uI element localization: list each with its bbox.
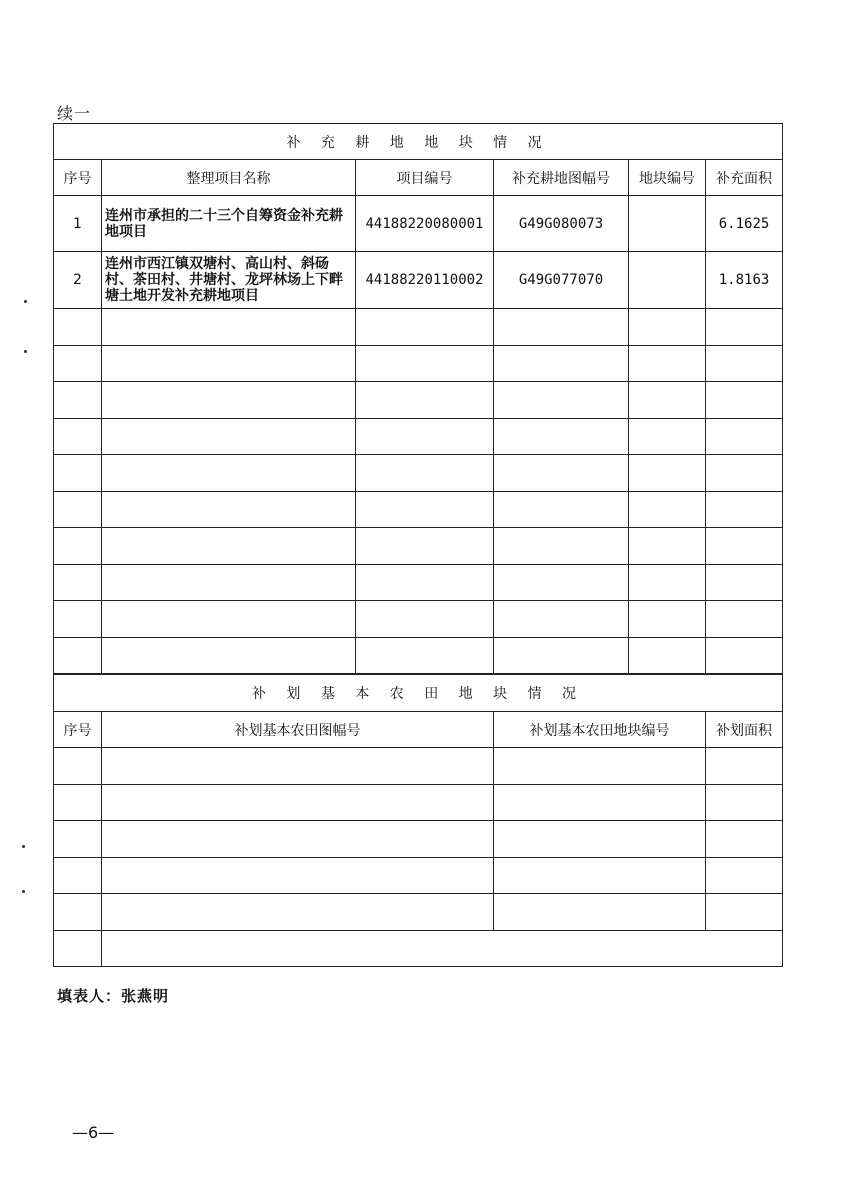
empty-cell xyxy=(494,894,706,931)
empty-cell xyxy=(102,309,356,346)
empty-cell xyxy=(54,930,102,967)
empty-cell xyxy=(706,894,783,931)
empty-rows xyxy=(54,309,783,674)
scan-speck xyxy=(22,845,25,848)
empty-cell xyxy=(356,564,494,601)
row-area: 1.8163 xyxy=(706,252,783,309)
page-number: —6— xyxy=(72,1123,115,1142)
empty-cell xyxy=(356,345,494,382)
table-row xyxy=(54,345,783,382)
empty-cell xyxy=(54,345,102,382)
col-header-area: 补充面积 xyxy=(706,160,783,196)
empty-cell xyxy=(706,564,783,601)
empty-cell xyxy=(54,491,102,528)
empty-cell xyxy=(102,748,494,785)
empty-cell xyxy=(706,637,783,674)
empty-cell xyxy=(54,601,102,638)
empty-cell xyxy=(706,528,783,565)
empty-cell xyxy=(706,784,783,821)
empty-cell xyxy=(102,601,356,638)
empty-cell xyxy=(356,528,494,565)
empty-cell xyxy=(629,345,706,382)
header-row xyxy=(54,712,783,748)
row-block-no xyxy=(629,252,706,309)
table-row xyxy=(54,418,783,455)
empty-cell xyxy=(54,382,102,419)
form-filler: 填表人：张燕明 xyxy=(57,987,170,1005)
table-row xyxy=(54,637,783,674)
empty-cell xyxy=(54,748,102,785)
empty-cell xyxy=(629,637,706,674)
table-row xyxy=(54,894,783,931)
table-row xyxy=(54,491,783,528)
empty-cell xyxy=(706,309,783,346)
supplementary-farmland-table xyxy=(53,123,783,674)
empty-cell xyxy=(54,637,102,674)
empty-cell xyxy=(54,564,102,601)
table-row xyxy=(54,528,783,565)
empty-cell xyxy=(629,564,706,601)
table-row xyxy=(54,196,783,252)
table-row xyxy=(54,309,783,346)
col-header-seq: 序号 xyxy=(54,160,102,196)
empty-cell xyxy=(102,784,494,821)
empty-cell xyxy=(629,418,706,455)
row-map-sheet: G49G080073 xyxy=(494,196,629,252)
col-header-block-no: 补划基本农田地块编号 xyxy=(494,712,706,748)
table-row xyxy=(54,748,783,785)
empty-cell xyxy=(706,345,783,382)
empty-cell xyxy=(706,382,783,419)
empty-cell xyxy=(102,564,356,601)
row-project-name: 连州市承担的二十三个自筹资金补充耕地项目 xyxy=(102,196,356,252)
section-title-row xyxy=(54,675,783,712)
empty-cell xyxy=(54,784,102,821)
table-row xyxy=(54,821,783,858)
empty-cell xyxy=(494,601,629,638)
empty-cell xyxy=(54,309,102,346)
empty-cell xyxy=(102,418,356,455)
empty-cell xyxy=(494,857,706,894)
empty-cell xyxy=(494,528,629,565)
empty-cell xyxy=(102,821,494,858)
empty-cell xyxy=(102,491,356,528)
table-row xyxy=(54,564,783,601)
col-header-project-code: 项目编号 xyxy=(356,160,494,196)
empty-cell xyxy=(629,309,706,346)
empty-cell xyxy=(102,894,494,931)
empty-cell xyxy=(494,637,629,674)
empty-cell xyxy=(629,491,706,528)
empty-cell xyxy=(356,418,494,455)
row-map-sheet: G49G077070 xyxy=(494,252,629,309)
empty-cell xyxy=(494,382,629,419)
empty-cell xyxy=(494,455,629,492)
row-project-code: 44188220080001 xyxy=(356,196,494,252)
farmland-section-title: 补 划 基 本 农 田 地 块 情 况 xyxy=(54,675,783,712)
empty-cell xyxy=(494,345,629,382)
empty-cell xyxy=(102,637,356,674)
scan-speck xyxy=(24,300,27,303)
empty-cell xyxy=(629,528,706,565)
table-row xyxy=(54,857,783,894)
col-header-project-name: 整理项目名称 xyxy=(102,160,356,196)
row-seq: 1 xyxy=(54,196,102,252)
empty-cell xyxy=(494,821,706,858)
empty-cell xyxy=(494,309,629,346)
table-row xyxy=(54,930,783,967)
empty-cell xyxy=(356,491,494,528)
empty-cell xyxy=(494,748,706,785)
row-seq: 2 xyxy=(54,252,102,309)
scan-speck xyxy=(22,890,25,893)
col-header-map-sheet: 补充耕地图幅号 xyxy=(494,160,629,196)
empty-cell xyxy=(706,821,783,858)
row-area: 6.1625 xyxy=(706,196,783,252)
supplementary-section-title: 补 充 耕 地 地 块 情 况 xyxy=(54,124,783,160)
empty-cell xyxy=(102,930,783,967)
empty-cell xyxy=(54,821,102,858)
col-header-area: 补划面积 xyxy=(706,712,783,748)
empty-cell xyxy=(629,455,706,492)
empty-cell xyxy=(706,857,783,894)
empty-cell xyxy=(706,601,783,638)
table-row xyxy=(54,455,783,492)
empty-cell xyxy=(54,455,102,492)
empty-cell xyxy=(54,528,102,565)
empty-cell xyxy=(102,528,356,565)
empty-cell xyxy=(356,309,494,346)
empty-cell xyxy=(356,601,494,638)
empty-cell xyxy=(706,491,783,528)
empty-cell xyxy=(494,491,629,528)
continued-label: 续一 xyxy=(57,104,92,123)
empty-cell xyxy=(629,382,706,419)
col-header-block-no: 地块编号 xyxy=(629,160,706,196)
empty-cell xyxy=(102,345,356,382)
empty-cell xyxy=(54,418,102,455)
col-header-map-sheet: 补划基本农田图幅号 xyxy=(102,712,494,748)
empty-cell xyxy=(54,894,102,931)
section-title-row xyxy=(54,124,783,160)
empty-cell xyxy=(102,455,356,492)
empty-cell xyxy=(494,418,629,455)
row-project-code: 44188220110002 xyxy=(356,252,494,309)
empty-cell xyxy=(494,784,706,821)
table-row xyxy=(54,601,783,638)
empty-cell xyxy=(54,857,102,894)
empty-cell xyxy=(356,382,494,419)
table-row xyxy=(54,252,783,309)
empty-cell xyxy=(102,382,356,419)
empty-cell xyxy=(356,637,494,674)
row-block-no xyxy=(629,196,706,252)
empty-cell xyxy=(706,455,783,492)
header-row xyxy=(54,160,783,196)
table-row xyxy=(54,784,783,821)
scan-speck xyxy=(24,350,27,353)
empty-rows xyxy=(54,748,783,967)
basic-farmland-table xyxy=(53,674,783,967)
row-project-name: 连州市西江镇双塘村、高山村、斜砀村、茶田村、井塘村、龙坪林场上下畔塘土地开发补充耕地项目 xyxy=(102,252,356,309)
empty-cell xyxy=(494,564,629,601)
empty-cell xyxy=(102,857,494,894)
col-header-seq: 序号 xyxy=(54,712,102,748)
empty-cell xyxy=(629,601,706,638)
empty-cell xyxy=(706,418,783,455)
empty-cell xyxy=(356,455,494,492)
empty-cell xyxy=(706,748,783,785)
table-row xyxy=(54,382,783,419)
